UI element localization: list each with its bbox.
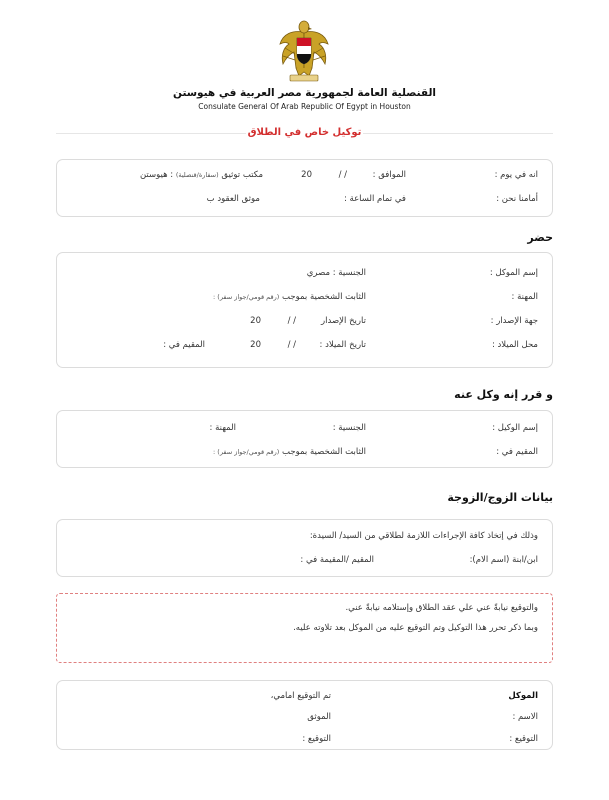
document-title: توكيل خاص في الطلاق bbox=[247, 127, 362, 138]
notary-label: موثق العقود ب bbox=[206, 194, 260, 204]
agent-id-hint: (رقم قومي/جواز سفر) : bbox=[213, 448, 280, 456]
agent-id-line bbox=[213, 447, 366, 457]
day-label: انه في يوم : bbox=[494, 170, 538, 180]
office-city: : هيوستن bbox=[139, 170, 174, 180]
principal-id-line bbox=[213, 292, 366, 302]
principal-signature-field: التوقيع : bbox=[509, 734, 538, 744]
corresponding-label: الموافق : bbox=[372, 170, 406, 180]
spouse-son-of-label: ابن/ابنة (اسم الام): bbox=[469, 555, 538, 565]
office-type-hint: (سفارة/قنصلية) bbox=[175, 171, 219, 179]
principal-id-label: الثابت الشخصية بموجب bbox=[281, 292, 366, 302]
principal-name-field: الاسم : bbox=[512, 712, 538, 722]
signed-before-me: تم التوقيع امامي، bbox=[270, 691, 331, 701]
spouse-resident-label: المقيم /المقيمة في : bbox=[300, 555, 374, 565]
birthplace-label: محل الميلاد : bbox=[491, 340, 538, 350]
header-title-en: Consulate General Of Arab Republic Of Egypt in Houston bbox=[198, 102, 411, 111]
agent-heading: و قرر إنه وكل عنه bbox=[454, 388, 553, 401]
spouse-box bbox=[56, 519, 553, 577]
agent-id-label: الثابت الشخصية بموجب bbox=[281, 447, 366, 457]
issue-date-slashes: / / bbox=[287, 316, 296, 326]
office-text: مكتب توثيق bbox=[221, 170, 263, 180]
date-slashes: / / bbox=[338, 170, 347, 180]
birth-date-year: 20 bbox=[250, 340, 261, 350]
principal-resident-label: المقيم في : bbox=[163, 340, 205, 350]
authority-line2: وبما ذكر تحرر هذا التوكيل وتم التوقيع عليه من الموكل بعد تلاوته عليه. bbox=[293, 623, 538, 633]
header-title-ar: القنصلية العامة لجمهورية مصر العربية في هيوستن bbox=[173, 87, 436, 99]
before-us-label: أمامنا نحن : bbox=[496, 194, 538, 204]
agent-resident-label: المقيم في : bbox=[496, 447, 538, 457]
intro-box bbox=[56, 159, 553, 217]
agent-profession-label: المهنة : bbox=[209, 423, 236, 433]
present-box bbox=[56, 252, 553, 368]
notary-signature-field: التوقيع : bbox=[302, 734, 331, 744]
principal-profession-label: المهنة : bbox=[511, 292, 538, 302]
spouse-line1: وذلك في إتخاذ كافة الإجراءات اللازمة لطلاقي من السيد/ السيدة: bbox=[309, 531, 538, 541]
principal-name-label: إسم الموكل : bbox=[489, 268, 538, 278]
notary-title: الموثق bbox=[307, 712, 331, 722]
issue-date-label: تاريخ الإصدار bbox=[321, 316, 366, 326]
authority-line1: والتوقيع نيابةً عني علي عقد الطلاق وإستلامه نيابةً عني. bbox=[345, 603, 538, 613]
agent-nationality-label: الجنسية : bbox=[332, 423, 366, 433]
spouse-heading: بيانات الزوج/الزوجة bbox=[447, 491, 553, 504]
principal-nationality: الجنسية : مصري bbox=[306, 268, 366, 278]
title-divider-left bbox=[56, 133, 246, 134]
principal-id-hint: (رقم قومي/جواز سفر) : bbox=[213, 293, 280, 301]
issue-date-year: 20 bbox=[250, 316, 261, 326]
agent-box bbox=[56, 410, 553, 468]
principal-signature-heading: الموكل bbox=[508, 691, 538, 701]
birth-date-slashes: / / bbox=[287, 340, 296, 350]
at-hour-label: في تمام الساعة : bbox=[343, 194, 406, 204]
present-heading: حضر bbox=[527, 231, 553, 244]
title-divider-right bbox=[363, 133, 553, 134]
office-label bbox=[140, 170, 263, 180]
issuer-label: جهة الإصدار : bbox=[490, 316, 538, 326]
egypt-eagle-emblem bbox=[277, 18, 331, 82]
year-prefix: 20 bbox=[301, 170, 312, 180]
agent-name-label: إسم الوكيل : bbox=[492, 423, 538, 433]
birth-date-label: تاريخ الميلاد : bbox=[319, 340, 366, 350]
